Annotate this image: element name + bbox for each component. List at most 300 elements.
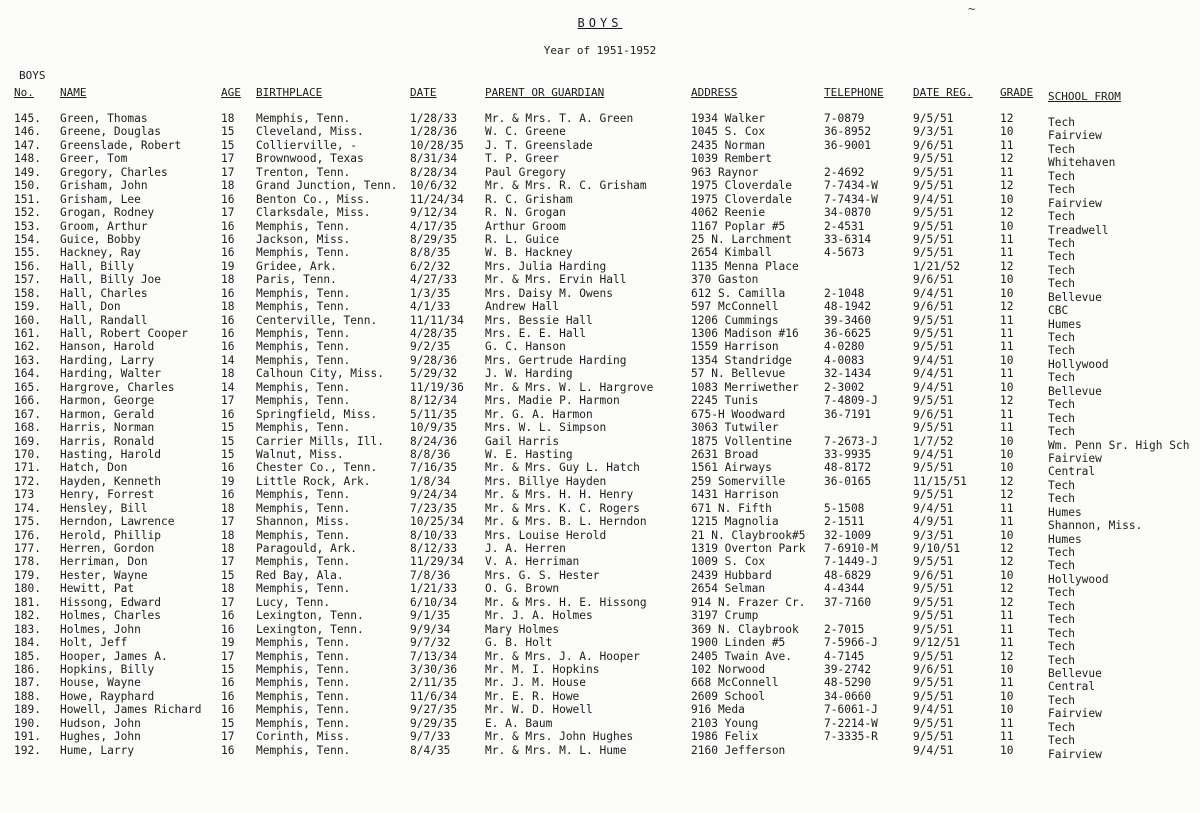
- cell-parent: Paul Gregory: [485, 165, 566, 179]
- cell-school: Treadwell: [1048, 223, 1109, 237]
- cell-parent: R. N. Grogan: [485, 206, 566, 220]
- cell-address: 2245 Tunis: [691, 394, 759, 408]
- cell-telephone: 7-0879: [824, 112, 865, 125]
- cell-grade: 11: [1000, 327, 1014, 340]
- cell-date: 8/8/36: [410, 447, 451, 461]
- cell-parent: E. A. Baum: [485, 716, 553, 730]
- cell-school: Tech: [1048, 398, 1075, 412]
- cell-date-reg: 9/5/51: [913, 716, 954, 730]
- cell-date: 2/11/35: [410, 676, 458, 690]
- table-row: [0, 461, 1200, 479]
- table-row: [0, 649, 1200, 667]
- cell-parent: Mrs. E. E. Hall: [485, 327, 587, 340]
- cell-birthplace: Memphis, Tenn.: [256, 501, 351, 515]
- cell-date: 9/7/33: [410, 730, 451, 744]
- cell-address: 2405 Twain Ave.: [691, 649, 793, 663]
- cell-no: 187.: [14, 676, 41, 690]
- table-row: [0, 568, 1200, 586]
- cell-no: 159.: [14, 300, 41, 314]
- cell-grade: 11: [1000, 421, 1014, 435]
- cell-name: Hughes, John: [60, 730, 141, 744]
- cell-age: 16: [221, 286, 235, 300]
- cell-date-reg: 9/5/51: [913, 232, 954, 246]
- cell-no: 148.: [14, 152, 41, 166]
- cell-date: 7/8/36: [410, 568, 451, 582]
- cell-date: 11/6/34: [410, 689, 458, 703]
- cell-telephone: 37-7160: [824, 595, 872, 609]
- cell-parent: Mr. & Mrs. Ervin Hall: [485, 273, 627, 287]
- cell-grade: 10: [1000, 434, 1014, 448]
- cell-grade: 11: [1000, 246, 1014, 260]
- cell-address: 1975 Cloverdale: [691, 179, 793, 193]
- cell-date-reg: 4/9/51: [913, 515, 954, 529]
- cell-school: CBC: [1048, 304, 1069, 318]
- header-name: NAME: [60, 86, 87, 99]
- cell-no: 185.: [14, 649, 41, 663]
- header-grade: GRADE: [1000, 86, 1034, 99]
- cell-school: Central: [1048, 680, 1096, 694]
- cell-name: Hall, Charles: [60, 286, 148, 300]
- cell-name: Harris, Norman: [60, 421, 155, 435]
- cell-name: Green, Thomas: [60, 112, 148, 125]
- cell-date: 7/13/34: [410, 649, 458, 663]
- cell-name: Hall, Robert Cooper: [60, 327, 188, 340]
- cell-name: Groom, Arthur: [60, 219, 148, 233]
- cell-birthplace: Walnut, Miss.: [256, 447, 344, 461]
- cell-age: 16: [221, 609, 235, 623]
- cell-date-reg: 9/4/51: [913, 286, 954, 300]
- header-date-reg: DATE REG.: [913, 86, 973, 99]
- cell-date-reg: 9/5/51: [913, 340, 954, 354]
- cell-address: 1135 Menna Place: [691, 259, 799, 273]
- cell-address: 963 Raynor: [691, 165, 759, 179]
- cell-name: Hanson, Harold: [60, 340, 155, 354]
- cell-address: 1559 Harrison: [691, 340, 779, 354]
- cell-telephone: 7-7434-W: [824, 192, 878, 206]
- cell-telephone: 32-1434: [824, 367, 872, 381]
- table-row: [0, 219, 1200, 237]
- cell-no: 192.: [14, 743, 41, 757]
- cell-school: Tech: [1048, 599, 1075, 613]
- cell-age: 15: [221, 434, 235, 448]
- cell-birthplace: Cleveland, Miss.: [256, 125, 364, 139]
- cell-address: 1561 Airways: [691, 461, 772, 475]
- cell-grade: 11: [1000, 313, 1014, 327]
- cell-age: 18: [221, 179, 235, 193]
- cell-parent: Gail Harris: [485, 434, 560, 448]
- cell-no: 169.: [14, 434, 41, 448]
- cell-telephone: 7-3335-R: [824, 730, 878, 744]
- cell-school: Tech: [1048, 626, 1075, 640]
- cell-telephone: 7-1449-J: [824, 555, 878, 569]
- table-row: [0, 716, 1200, 734]
- cell-school: Tech: [1048, 210, 1075, 224]
- cell-telephone: 36-7191: [824, 407, 872, 421]
- table-row: [0, 595, 1200, 613]
- cell-school: Fairview: [1048, 129, 1102, 143]
- table-row: [0, 259, 1200, 277]
- cell-telephone: 48-1942: [824, 300, 872, 314]
- cell-birthplace: Memphis, Tenn.: [256, 340, 351, 354]
- cell-date: 1/28/36: [410, 125, 458, 139]
- cell-name: Grogan, Rodney: [60, 206, 155, 220]
- cell-grade: 11: [1000, 367, 1014, 381]
- cell-grade: 11: [1000, 501, 1014, 515]
- cell-school: Tech: [1048, 344, 1075, 358]
- cell-telephone: 33-9935: [824, 447, 872, 461]
- cell-no: 161.: [14, 327, 41, 340]
- cell-address: 1215 Magnolia: [691, 515, 779, 529]
- header-address: ADDRESS: [691, 86, 738, 99]
- cell-date-reg: 9/6/51: [913, 568, 954, 582]
- cell-no: 181.: [14, 595, 41, 609]
- cell-birthplace: Trenton, Tenn.: [256, 165, 351, 179]
- cell-telephone: 7-2214-W: [824, 716, 878, 730]
- header-birthplace: BIRTHPLACE: [256, 86, 323, 99]
- cell-address: 369 N. Claybrook: [691, 622, 799, 636]
- cell-age: 18: [221, 112, 235, 125]
- cell-name: Grisham, John: [60, 179, 148, 193]
- cell-address: 2609 School: [691, 689, 766, 703]
- cell-name: Hume, Larry: [60, 743, 135, 757]
- cell-address: 1306 Madison #16: [691, 327, 799, 340]
- table-row: [0, 300, 1200, 318]
- table-row: [0, 636, 1200, 654]
- cell-date-reg: 9/4/51: [913, 501, 954, 515]
- cell-address: 1900 Linden #5: [691, 636, 786, 650]
- cell-date-reg: 1/7/52: [913, 434, 954, 448]
- table-row: [0, 286, 1200, 304]
- cell-school: Wm. Penn Sr. High Sch: [1048, 438, 1190, 452]
- cell-date-reg: 9/4/51: [913, 447, 954, 461]
- cell-parent: Mr. W. D. Howell: [485, 703, 593, 717]
- cell-telephone: 39-3460: [824, 313, 872, 327]
- page-subtitle: Year of 1951-1952: [543, 44, 657, 57]
- cell-birthplace: Red Bay, Ala.: [256, 568, 344, 582]
- cell-parent: Mary Holmes: [485, 622, 560, 636]
- cell-age: 16: [221, 407, 235, 421]
- cell-name: Hudson, John: [60, 716, 141, 730]
- cell-birthplace: Memphis, Tenn.: [256, 649, 351, 663]
- cell-date-reg: 9/5/51: [913, 165, 954, 179]
- cell-no: 160.: [14, 313, 41, 327]
- cell-date-reg: 9/4/51: [913, 380, 954, 394]
- cell-grade: 10: [1000, 273, 1014, 287]
- cell-no: 149.: [14, 165, 41, 179]
- cell-age: 18: [221, 300, 235, 314]
- cell-birthplace: Calhoun City, Miss.: [256, 367, 384, 381]
- table-row: [0, 515, 1200, 533]
- cell-date: 10/28/35: [410, 138, 464, 152]
- cell-grade: 12: [1000, 555, 1014, 569]
- cell-telephone: 48-8172: [824, 461, 872, 475]
- cell-age: 16: [221, 327, 235, 340]
- cell-parent: Mr. & Mrs. J. A. Hooper: [485, 649, 640, 663]
- cell-parent: Mr. & Mrs. H. E. Hissong: [485, 595, 647, 609]
- cell-no: 164.: [14, 367, 41, 381]
- cell-no: 184.: [14, 636, 41, 650]
- cell-name: Hayden, Kenneth: [60, 474, 162, 488]
- table-row: [0, 246, 1200, 264]
- table-row: [0, 689, 1200, 707]
- cell-name: Guice, Bobby: [60, 232, 141, 246]
- cell-date: 4/17/35: [410, 219, 458, 233]
- cell-telephone: 34-0870: [824, 206, 872, 220]
- cell-birthplace: Memphis, Tenn.: [256, 528, 351, 542]
- table-row: [0, 501, 1200, 519]
- cell-birthplace: Grand Junction, Tenn.: [256, 179, 398, 193]
- cell-parent: Mrs. Gertrude Harding: [485, 353, 627, 367]
- cell-date-reg: 9/3/51: [913, 528, 954, 542]
- cell-birthplace: Memphis, Tenn.: [256, 716, 351, 730]
- cell-date-reg: 9/6/51: [913, 273, 954, 287]
- cell-grade: 12: [1000, 259, 1014, 273]
- cell-age: 17: [221, 595, 235, 609]
- cell-date: 8/24/36: [410, 434, 458, 448]
- cell-date: 9/7/32: [410, 636, 451, 650]
- cell-address: 675-H Woodward: [691, 407, 786, 421]
- cell-grade: 10: [1000, 447, 1014, 461]
- table-row: [0, 152, 1200, 170]
- table-row: [0, 138, 1200, 156]
- cell-birthplace: Memphis, Tenn.: [256, 689, 351, 703]
- cell-address: 4062 Reenie: [691, 206, 766, 220]
- cell-telephone: 48-5290: [824, 676, 872, 690]
- cell-school: Tech: [1048, 142, 1075, 156]
- cell-grade: 10: [1000, 380, 1014, 394]
- cell-date-reg: 9/5/51: [913, 730, 954, 744]
- cell-birthplace: Shannon, Miss.: [256, 515, 351, 529]
- cell-date: 9/24/34: [410, 488, 458, 502]
- cell-birthplace: Memphis, Tenn.: [256, 743, 351, 757]
- cell-parent: Mr. E. R. Howe: [485, 689, 580, 703]
- cell-no: 178.: [14, 555, 41, 569]
- cell-telephone: 36-8952: [824, 125, 872, 139]
- cell-date-reg: 9/5/51: [913, 246, 954, 260]
- cell-date: 6/10/34: [410, 595, 458, 609]
- cell-school: Tech: [1048, 183, 1075, 197]
- cell-no: 167.: [14, 407, 41, 421]
- cell-telephone: 4-7145: [824, 649, 865, 663]
- cell-no: 183.: [14, 622, 41, 636]
- cell-address: 1975 Cloverdale: [691, 192, 793, 206]
- cell-date: 11/29/34: [410, 555, 464, 569]
- table-row: [0, 327, 1200, 344]
- cell-parent: G. B. Holt: [485, 636, 553, 650]
- cell-birthplace: Memphis, Tenn.: [256, 300, 351, 314]
- cell-no: 175.: [14, 515, 41, 529]
- cell-address: 2435 Norman: [691, 138, 766, 152]
- cell-parent: W. E. Hasting: [485, 447, 573, 461]
- cell-address: 671 N. Fifth: [691, 501, 772, 515]
- cell-name: Holmes, Charles: [60, 609, 162, 623]
- cell-grade: 10: [1000, 528, 1014, 542]
- cell-address: 1083 Merriwether: [691, 380, 799, 394]
- cell-school: Fairview: [1048, 451, 1102, 465]
- cell-age: 15: [221, 125, 235, 139]
- cell-date-reg: 9/5/51: [913, 689, 954, 703]
- cell-name: Harmon, George: [60, 394, 155, 408]
- cell-grade: 12: [1000, 488, 1014, 502]
- cell-name: Herold, Phillip: [60, 528, 162, 542]
- cell-date-reg: 9/5/51: [913, 461, 954, 475]
- cell-parent: J. T. Greenslade: [485, 138, 593, 152]
- cell-school: Tech: [1048, 653, 1075, 667]
- cell-no: 176.: [14, 528, 41, 542]
- cell-grade: 11: [1000, 138, 1014, 152]
- cell-address: 2631 Broad: [691, 447, 759, 461]
- cell-address: 914 N. Frazer Cr.: [691, 595, 806, 609]
- cell-school: Tech: [1048, 492, 1075, 506]
- cell-address: 668 McConnell: [691, 676, 779, 690]
- cell-school: Bellevue: [1048, 290, 1102, 304]
- cell-name: Harding, Larry: [60, 353, 155, 367]
- cell-age: 18: [221, 501, 235, 515]
- cell-name: Howell, James Richard: [60, 703, 202, 717]
- cell-date-reg: 9/5/51: [913, 394, 954, 408]
- cell-no: 179.: [14, 568, 41, 582]
- cell-no: 155.: [14, 246, 41, 260]
- cell-parent: O. G. Brown: [485, 582, 560, 596]
- cell-date: 11/24/34: [410, 192, 464, 206]
- cell-school: Tech: [1048, 613, 1075, 627]
- cell-address: 2654 Selman: [691, 582, 766, 596]
- cell-birthplace: Lexington, Tenn.: [256, 609, 364, 623]
- table-row: [0, 743, 1200, 761]
- cell-parent: Mr. & Mrs. R. C. Grisham: [485, 179, 647, 193]
- cell-address: 1167 Poplar #5: [691, 219, 786, 233]
- cell-date: 8/28/34: [410, 165, 458, 179]
- cell-date-reg: 9/6/51: [913, 407, 954, 421]
- cell-parent: W. C. Greene: [485, 125, 566, 139]
- cell-date-reg: 9/5/51: [913, 313, 954, 327]
- table-row: [0, 528, 1200, 546]
- cell-birthplace: Memphis, Tenn.: [256, 703, 351, 717]
- cell-name: Gregory, Charles: [60, 165, 168, 179]
- cell-grade: 10: [1000, 353, 1014, 367]
- cell-birthplace: Paris, Tenn.: [256, 273, 337, 287]
- cell-no: 166.: [14, 394, 41, 408]
- cell-name: Greer, Tom: [60, 152, 128, 166]
- cell-name: House, Wayne: [60, 676, 141, 690]
- cell-age: 16: [221, 461, 235, 475]
- cell-date-reg: 9/5/51: [913, 112, 954, 125]
- cell-date: 10/25/34: [410, 515, 464, 529]
- cell-name: Hensley, Bill: [60, 501, 148, 515]
- cell-date: 8/4/35: [410, 743, 451, 757]
- cell-grade: 12: [1000, 112, 1014, 125]
- cell-age: 16: [221, 622, 235, 636]
- cell-school: Tech: [1048, 116, 1075, 129]
- cell-parent: Mrs. Billye Hayden: [485, 474, 607, 488]
- cell-address: 25 N. Larchment: [691, 232, 793, 246]
- cell-no: 189.: [14, 703, 41, 717]
- cell-date: 9/2/35: [410, 340, 451, 354]
- cell-parent: Mr. & Mrs. M. L. Hume: [485, 743, 627, 757]
- cell-birthplace: Lexington, Tenn.: [256, 622, 364, 636]
- cell-date: 11/19/36: [410, 380, 464, 394]
- cell-no: 168.: [14, 421, 41, 435]
- table-row: [0, 542, 1200, 559]
- cell-telephone: 48-6829: [824, 568, 872, 582]
- cell-age: 16: [221, 340, 235, 354]
- cell-school: Tech: [1048, 693, 1075, 707]
- cell-birthplace: Memphis, Tenn.: [256, 676, 351, 690]
- cell-date: 10/9/35: [410, 421, 458, 435]
- cell-grade: 10: [1000, 689, 1014, 703]
- cell-date-reg: 9/5/51: [913, 649, 954, 663]
- cell-date-reg: 9/12/51: [913, 636, 961, 650]
- cell-no: 173: [14, 488, 35, 502]
- cell-date: 9/1/35: [410, 609, 451, 623]
- cell-date-reg: 9/5/51: [913, 676, 954, 690]
- cell-birthplace: Memphis, Tenn.: [256, 488, 351, 502]
- cell-address: 612 S. Camilla: [691, 286, 786, 300]
- cell-date-reg: 9/6/51: [913, 662, 954, 676]
- cell-grade: 11: [1000, 636, 1014, 650]
- cell-date-reg: 9/5/51: [913, 327, 954, 340]
- table-row: [0, 273, 1200, 291]
- cell-telephone: 7-6910-M: [824, 542, 878, 555]
- cell-age: 18: [221, 273, 235, 287]
- cell-date: 8/29/35: [410, 232, 458, 246]
- cell-birthplace: Brownwood, Texas: [256, 152, 364, 166]
- cell-birthplace: Memphis, Tenn.: [256, 555, 351, 569]
- cell-date: 11/11/34: [410, 313, 464, 327]
- header-age: AGE: [221, 86, 241, 99]
- cell-school: Hollywood: [1048, 572, 1109, 586]
- cell-no: 180.: [14, 582, 41, 596]
- table-row: [0, 622, 1200, 640]
- cell-grade: 11: [1000, 730, 1014, 744]
- cell-date-reg: 9/5/51: [913, 206, 954, 220]
- cell-age: 18: [221, 528, 235, 542]
- cell-date-reg: 9/5/51: [913, 622, 954, 636]
- table-row: [0, 488, 1200, 506]
- cell-birthplace: Memphis, Tenn.: [256, 219, 351, 233]
- header-no: No.: [14, 86, 34, 99]
- cell-name: Holmes, John: [60, 622, 141, 636]
- cell-telephone: 7-7434-W: [824, 179, 878, 193]
- cell-telephone: 2-4531: [824, 219, 865, 233]
- cell-date-reg: 9/4/51: [913, 703, 954, 717]
- table-row: [0, 125, 1200, 143]
- cell-telephone: 2-1048: [824, 286, 865, 300]
- cell-school: Tech: [1048, 586, 1075, 600]
- cell-grade: 10: [1000, 662, 1014, 676]
- cell-school: Tech: [1048, 425, 1075, 439]
- cell-school: Bellevue: [1048, 666, 1102, 680]
- cell-date-reg: 9/4/51: [913, 743, 954, 757]
- cell-grade: 12: [1000, 582, 1014, 596]
- cell-grade: 12: [1000, 474, 1014, 488]
- cell-date-reg: 9/6/51: [913, 300, 954, 314]
- table-row: [0, 340, 1200, 358]
- cell-school: Humes: [1048, 532, 1082, 546]
- cell-name: Hatch, Don: [60, 461, 128, 475]
- cell-parent: Mr. J. A. Holmes: [485, 609, 593, 623]
- cell-date: 4/28/35: [410, 327, 458, 340]
- cell-name: Hall, Billy: [60, 259, 135, 273]
- cell-grade: 10: [1000, 125, 1014, 139]
- cell-name: Hooper, James A.: [60, 649, 168, 663]
- cell-school: Humes: [1048, 505, 1082, 519]
- cell-parent: Mr. G. A. Harmon: [485, 407, 593, 421]
- cell-grade: 11: [1000, 515, 1014, 529]
- cell-age: 19: [221, 636, 235, 650]
- cell-date: 9/12/34: [410, 206, 458, 220]
- cell-address: 57 N. Bellevue: [691, 367, 786, 381]
